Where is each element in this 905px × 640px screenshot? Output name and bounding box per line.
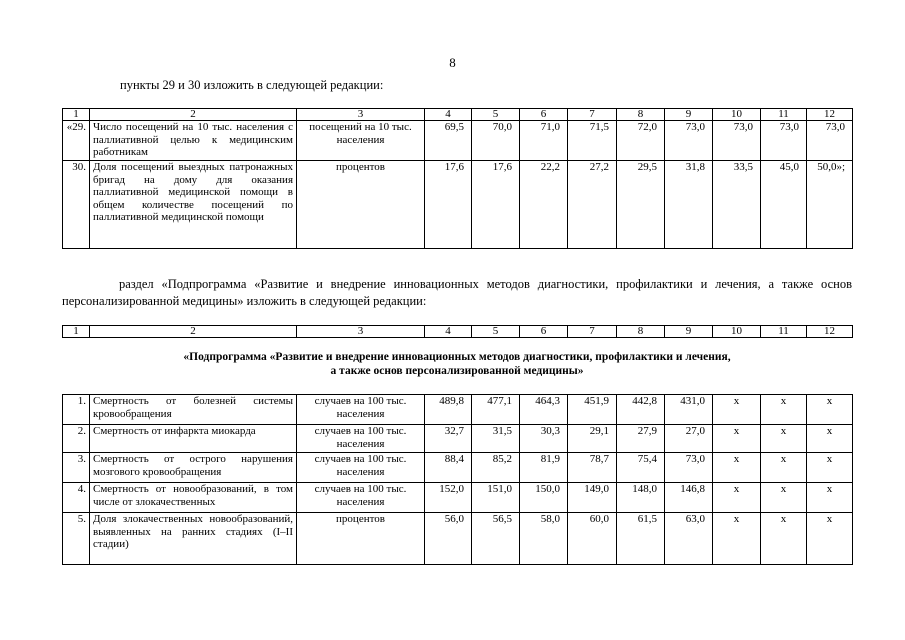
value-cell: 29,1 <box>568 425 617 453</box>
value-cell: 27,0 <box>665 425 713 453</box>
indicator-unit: процентов <box>297 161 425 249</box>
page-number: 8 <box>449 55 456 70</box>
column-header: 7 <box>568 109 617 121</box>
indicator-name: Доля посещений выездных патронажных бригад на дому для оказания паллиативной медицинской помощи в общем количестве посещений по паллиативной медицинской помощи <box>90 161 297 249</box>
value-cell: х <box>761 513 807 565</box>
value-cell: 32,7 <box>425 425 472 453</box>
table-row <box>63 161 853 249</box>
value-cell: 148,0 <box>617 483 665 513</box>
value-cell: 58,0 <box>520 513 568 565</box>
section-instruction: раздел «Подпрограмма «Развитие и внедрение инновационных методов диагностики, профилактики и лечения, а также основ персонализированной медицины» изложить в следующей редакции: <box>62 277 852 308</box>
indicator-unit: случаев на 100 тыс. населения <box>297 425 425 453</box>
value-cell: 442,8 <box>617 395 665 425</box>
value-cell: 78,7 <box>568 453 617 483</box>
column-header: 7 <box>568 326 617 338</box>
indicator-name: Число посещений на 10 тыс. населения с паллиативной целью к медицинским работникам <box>90 121 297 161</box>
value-cell: 431,0 <box>665 395 713 425</box>
value-cell: х <box>807 395 853 425</box>
column-header: 4 <box>425 326 472 338</box>
table-header-only <box>62 325 853 338</box>
value-cell: 56,5 <box>472 513 520 565</box>
value-cell: 464,3 <box>520 395 568 425</box>
value-cell: х <box>713 395 761 425</box>
table-header-row <box>63 109 853 121</box>
value-cell: 88,4 <box>425 453 472 483</box>
column-header: 6 <box>520 326 568 338</box>
table-subprogram-indicators <box>62 394 853 565</box>
subprogram-title <box>62 350 852 378</box>
row-number: 1. <box>63 395 90 425</box>
value-cell: 71,0 <box>520 121 568 161</box>
value-cell: 72,0 <box>617 121 665 161</box>
row-number: 30. <box>63 161 90 249</box>
value-cell: 146,8 <box>665 483 713 513</box>
column-header: 11 <box>761 326 807 338</box>
indicator-unit: посещений на 10 тыс. населения <box>297 121 425 161</box>
indicator-unit: процентов <box>297 513 425 565</box>
table-row <box>63 121 853 161</box>
column-header: 5 <box>472 109 520 121</box>
value-cell: х <box>807 425 853 453</box>
value-cell: 71,5 <box>568 121 617 161</box>
value-cell: х <box>761 425 807 453</box>
value-cell: 33,5 <box>713 161 761 249</box>
value-cell: 29,5 <box>617 161 665 249</box>
table-row <box>63 395 853 425</box>
column-header: 9 <box>665 109 713 121</box>
value-cell: х <box>807 483 853 513</box>
value-cell: 81,9 <box>520 453 568 483</box>
column-header: 10 <box>713 109 761 121</box>
value-cell: 149,0 <box>568 483 617 513</box>
value-cell: 17,6 <box>472 161 520 249</box>
value-cell: х <box>761 483 807 513</box>
subprogram-title-line1: «Подпрограмма «Развитие и внедрение инновационных методов диагностики, профилактики и лечения, <box>183 351 731 363</box>
value-cell: 151,0 <box>472 483 520 513</box>
value-cell: 451,9 <box>568 395 617 425</box>
indicator-name: Смертность от острого нарушения мозгового кровообращения <box>90 453 297 483</box>
value-cell: 60,0 <box>568 513 617 565</box>
value-cell: 477,1 <box>472 395 520 425</box>
value-cell: 22,2 <box>520 161 568 249</box>
value-cell: 50,0»; <box>807 161 853 249</box>
column-header: 4 <box>425 109 472 121</box>
indicator-name: Доля злокачественных новообразований, выявленных на ранних стадиях (I–II стадии) <box>90 513 297 565</box>
row-number: «29. <box>63 121 90 161</box>
row-number: 5. <box>63 513 90 565</box>
indicator-name: Смертность от новообразований, в том числе от злокачественных <box>90 483 297 513</box>
column-header: 5 <box>472 326 520 338</box>
indicator-unit: случаев на 100 тыс. населения <box>297 453 425 483</box>
value-cell: 56,0 <box>425 513 472 565</box>
column-header: 8 <box>617 109 665 121</box>
column-header: 2 <box>90 109 297 121</box>
value-cell: х <box>807 513 853 565</box>
column-header: 6 <box>520 109 568 121</box>
value-cell: 30,3 <box>520 425 568 453</box>
value-cell: 75,4 <box>617 453 665 483</box>
row-number: 2. <box>63 425 90 453</box>
value-cell: 73,0 <box>665 121 713 161</box>
value-cell: 152,0 <box>425 483 472 513</box>
value-cell: 31,5 <box>472 425 520 453</box>
value-cell: 45,0 <box>761 161 807 249</box>
table-row <box>63 453 853 483</box>
value-cell: 73,0 <box>807 121 853 161</box>
indicator-name: Смертность от болезней системы кровообращения <box>90 395 297 425</box>
value-cell: 17,6 <box>425 161 472 249</box>
value-cell: х <box>713 483 761 513</box>
row-number: 4. <box>63 483 90 513</box>
column-header: 8 <box>617 326 665 338</box>
subprogram-title-line2: а также основ персонализированной медицины» <box>330 365 584 377</box>
column-header: 12 <box>807 326 853 338</box>
value-cell: 61,5 <box>617 513 665 565</box>
value-cell: х <box>761 453 807 483</box>
table-header-row <box>63 326 853 338</box>
value-cell: 63,0 <box>665 513 713 565</box>
column-header: 1 <box>63 109 90 121</box>
indicator-unit: случаев на 100 тыс. населения <box>297 395 425 425</box>
value-cell: 69,5 <box>425 121 472 161</box>
value-cell: 31,8 <box>665 161 713 249</box>
intro-text: пункты 29 и 30 изложить в следующей редакции: <box>120 78 384 92</box>
table-indicators-29-30 <box>62 108 853 249</box>
column-header: 3 <box>297 109 425 121</box>
value-cell: 489,8 <box>425 395 472 425</box>
value-cell: х <box>713 425 761 453</box>
table-row <box>63 425 853 453</box>
value-cell: х <box>713 453 761 483</box>
value-cell: 73,0 <box>761 121 807 161</box>
column-header: 11 <box>761 109 807 121</box>
value-cell: х <box>761 395 807 425</box>
value-cell: х <box>713 513 761 565</box>
column-header: 12 <box>807 109 853 121</box>
table-row <box>63 483 853 513</box>
value-cell: 70,0 <box>472 121 520 161</box>
value-cell: х <box>807 453 853 483</box>
column-header: 3 <box>297 326 425 338</box>
column-header: 10 <box>713 326 761 338</box>
value-cell: 73,0 <box>713 121 761 161</box>
indicator-unit: случаев на 100 тыс. населения <box>297 483 425 513</box>
column-header: 1 <box>63 326 90 338</box>
value-cell: 150,0 <box>520 483 568 513</box>
indicator-name: Смертность от инфаркта миокарда <box>90 425 297 453</box>
table-row <box>63 513 853 565</box>
value-cell: 27,9 <box>617 425 665 453</box>
value-cell: 85,2 <box>472 453 520 483</box>
column-header: 9 <box>665 326 713 338</box>
value-cell: 73,0 <box>665 453 713 483</box>
value-cell: 27,2 <box>568 161 617 249</box>
row-number: 3. <box>63 453 90 483</box>
column-header: 2 <box>90 326 297 338</box>
